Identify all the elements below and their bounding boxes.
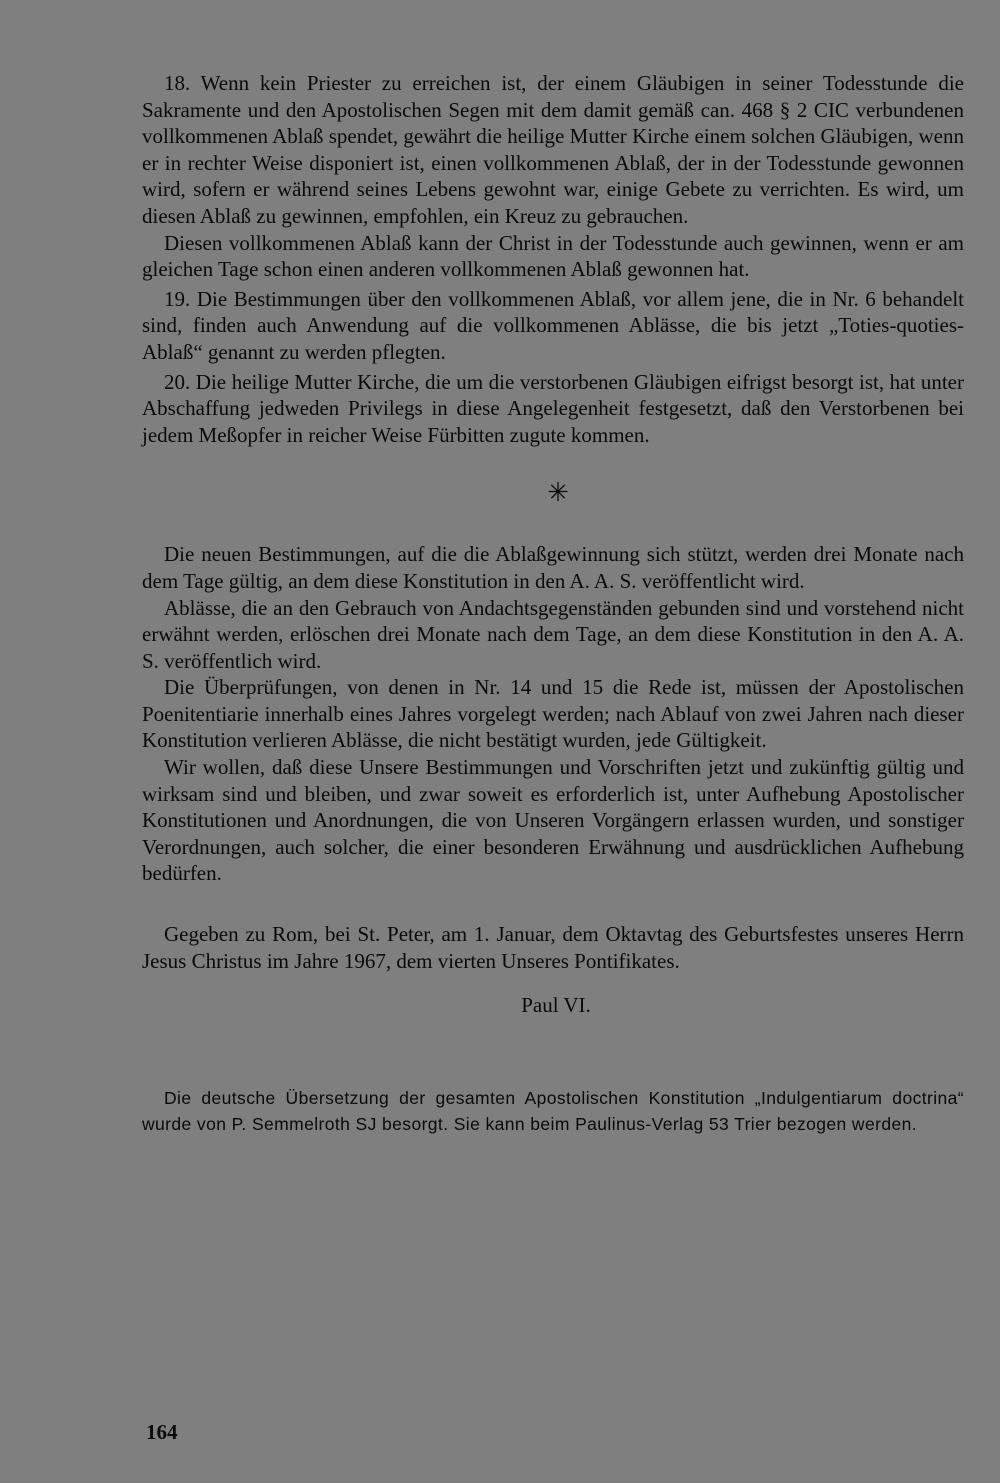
final-provision-3: Die Überprüfungen, von denen in Nr. 14 und 15 die Rede ist, müssen der Apostolischen Poenitentiarie innerhalb eines Jahres vorgelegt werden; nach Ablauf von zwei Jahren nach dieser Konstitution verlieren Ablässe, die nicht bestätigt wurden, jede Gültigkeit.	[142, 675, 964, 753]
signature: Paul VI.	[521, 993, 591, 1018]
document-page	[142, 70, 964, 1137]
dating-clause: Gegeben zu Rom, bei St. Peter, am 1. Januar, dem Oktavtag des Geburtsfestes unseres Herrn Jesus Christus im Jahre 1967, dem vierten Unseres Pontifikates.	[142, 922, 964, 973]
final-provision-2: Ablässe, die an den Gebrauch von Andachtsgegenständen gebunden sind und vorstehend nicht erwähnt werden, erlöschen drei Monate nach dem Tage, an dem diese Konstitution in den A. A. S. veröffentlich wird.	[142, 595, 964, 673]
translation-note-text: Die deutsche Übersetzung der gesamten Apostolischen Konstitution „Indulgentiarum doctrina“ wurde von P. Semmelroth SJ besorgt. Sie kann beim Paulinus-Verlag 53 Trier bezogen werden.	[142, 1087, 964, 1134]
paragraph-18-continued: Diesen vollkommenen Ablaß kann der Christ in der Todesstunde auch gewinnen, wenn er am gleichen Tage schon einen anderen vollkommenen Ablaß gewonnen hat.	[142, 230, 964, 282]
final-provision-1: Die neuen Bestimmungen, auf die die Ablaßgewinnung sich stützt, werden drei Monate nach dem Tage gültig, an dem diese Konstitution in den A. A. S. veröffentlicht wird.	[142, 542, 964, 593]
page-number: 164	[146, 1420, 178, 1444]
paragraph-18: 18. Wenn kein Priester zu erreichen ist, der einem Gläubigen in seiner Todesstunde die Sakramente und den Apostolischen Segen mit dem damit gemäß can. 468 § 2 CIC verbundenen vollkommenen Ablaß spendet, gewährt die heilige Mutter Kirche einem solchen Gläubigen, wenn er in rechter Weise disponiert ist, einen vollkommenen Ablaß, der in der Todesstunde gewonnen wird, sofern er während seines Lebens gewohnt war, einige Gebete zu verrichten. Es wird, um diesen Ablaß zu gewinnen, empfohlen, ein Kreuz zu gebrauchen.	[142, 71, 964, 228]
paragraph-19: 19. Die Bestimmungen über den vollkommenen Ablaß, vor allem jene, die in Nr. 6 behandelt sind, finden auch Anwendung auf die vollkommenen Ablässe, die bis jetzt „Toties-quoties-Ablaß“ genannt zu werden pflegten.	[142, 286, 964, 364]
translation-note	[142, 1085, 964, 1137]
paragraph-20: 20. Die heilige Mutter Kirche, die um die verstorbenen Gläubigen eifrigst besorgt ist, hat unter Abschaffung jedweden Privilegs in diese Angelegenheit festgesetzt, daß den Verstorbenen bei jedem Meßopfer in reicher Weise Fürbitten zugute kommen.	[142, 369, 964, 447]
section-separator-icon: ✳	[547, 478, 569, 508]
final-provision-4: Wir wollen, daß diese Unsere Bestimmungen und Vorschriften jetzt und zukünftig gültig und wirksam sind und bleiben, und zwar soweit es erforderlich ist, unter Aufhebung Apostolischer Konstitutionen und Anordnungen, die von Unseren Vorgängern erlassen wurden, und sonstiger Verordnungen, auch solcher, die einer besonderen Erwähnung und ausdrücklichen Aufhebung bedürfen.	[142, 755, 964, 886]
